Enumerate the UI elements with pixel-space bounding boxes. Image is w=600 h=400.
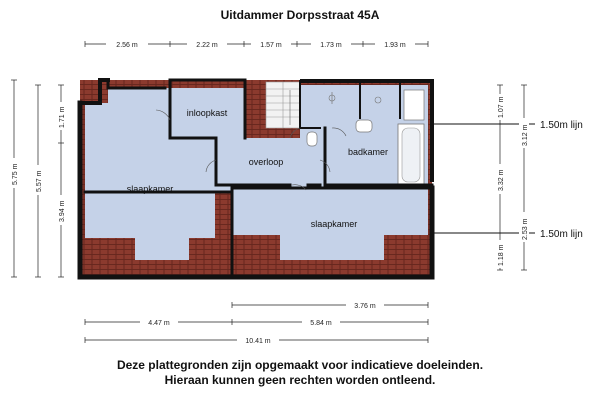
dim-left-outer: 5.75 m [12,163,19,185]
room-label-slaapkamer-right: slaapkamer [310,219,358,229]
dim-top-3: 1.57 m [260,42,282,49]
dim-left-upper: 1.71 m [59,106,66,128]
disclaimer [0,358,600,388]
lijn-label-lower: 1.50m lijn [540,229,583,240]
room-label-slaapkamer-left: slaapkamer [126,184,174,194]
dim-bottom-right: 5.84 m [310,320,332,327]
dim-right-top: 1.07 m [498,96,505,118]
staircase [266,82,300,128]
dim-top-4: 1.73 m [320,42,342,49]
dim-left-mid: 5.57 m [36,170,43,192]
dim-right-bottom: 1.18 m [498,244,505,266]
dim-right-a: 3.12 m [522,124,529,146]
sink [356,120,372,132]
plan-body [80,80,432,277]
disclaimer-line-1: Deze plattegronden zijn opgemaakt voor indicatieve doeleinden. [116,358,484,372]
dim-right-b: 3.32 m [498,169,505,191]
dim-bottom-total: 10.41 m [245,338,271,345]
dim-right-c: 2.53 m [522,218,529,240]
lijn-label-upper: 1.50m lijn [540,120,583,131]
room-label-inloopkast: inloopkast [186,108,228,118]
dim-left-lower: 3.94 m [59,200,66,222]
room-label-overloop: overloop [248,157,284,167]
dim-bottom-inner: 3.76 m [354,303,376,310]
room-label-badkamer: badkamer [347,147,389,157]
dim-top-2: 2.22 m [196,42,218,49]
dim-top-1: 2.56 m [116,42,138,49]
disclaimer-line-2: Hieraan kunnen geen rechten worden ontleend. [164,373,436,387]
toilet [307,132,317,146]
dim-bottom-left: 4.47 m [148,320,170,327]
dim-top-5: 1.93 m [384,42,406,49]
plan-title: Uitdammer Dorpsstraat 45A [220,8,380,22]
